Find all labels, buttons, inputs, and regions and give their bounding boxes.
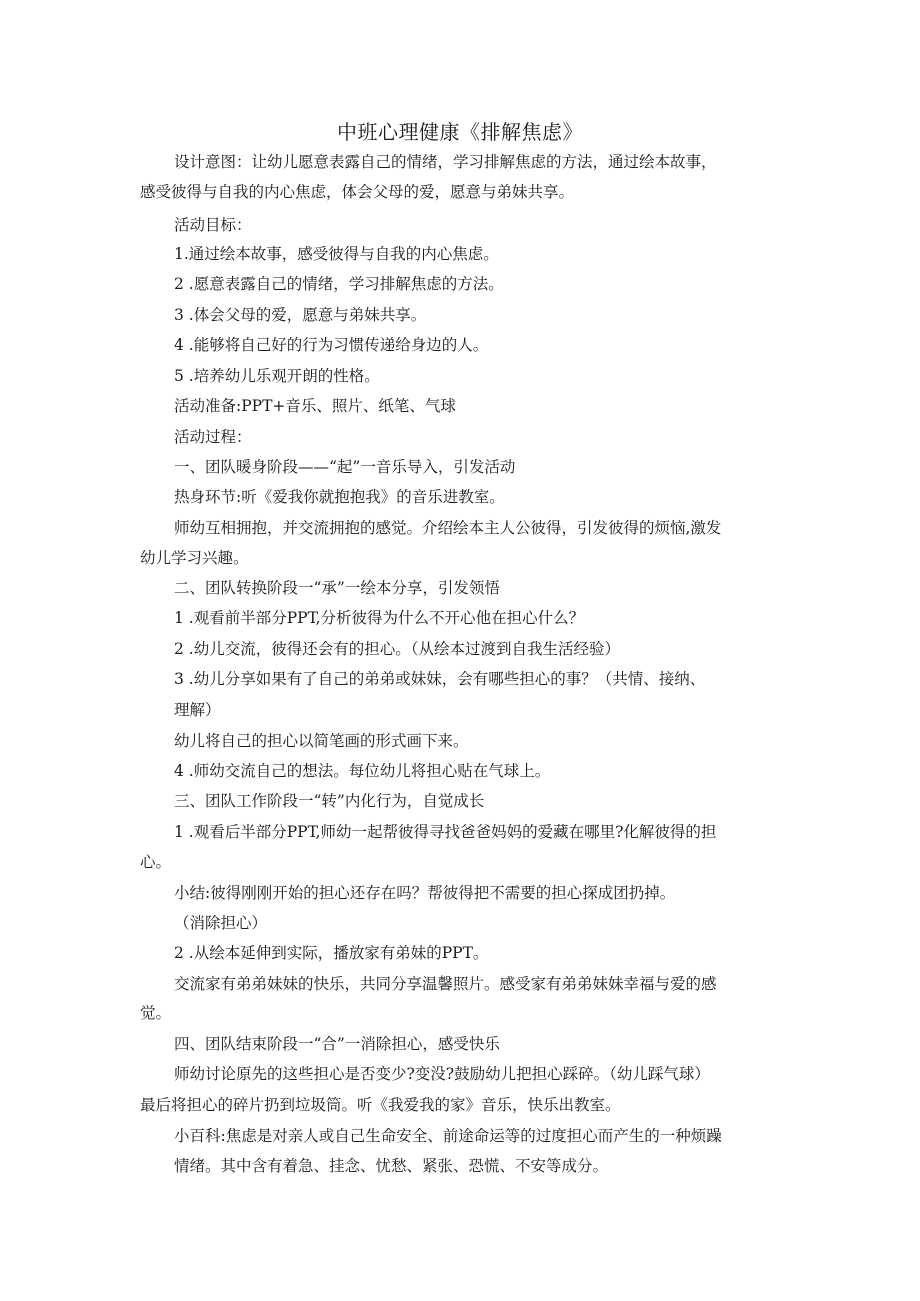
text-line: 三、团队工作阶段一“转”内化行为，自觉成长 <box>174 792 485 810</box>
document-title: 中班心理健康《排解焦虑》 <box>337 120 583 144</box>
text-line: 热身环节:听《爱我你就抱抱我》的音乐进教室。 <box>174 488 505 506</box>
text-line: 2 .幼儿交流，彼得还会有的担心。（从绘本过渡到自我生活经验） <box>174 640 620 658</box>
text-line: 觉。 <box>140 1004 172 1022</box>
text-line: 一、团队暖身阶段——“起”一音乐导入，引发活动 <box>174 458 516 476</box>
text-line: 活动准备:PPT+音乐、照片、纸笔、气球 <box>174 397 456 415</box>
text-line: 交流家有弟弟妹妹的快乐，共同分享温馨照片。感受家有弟弟妹妹幸福与爱的感 <box>174 975 717 993</box>
text-line: 4 .师幼交流自己的想法。每位幼儿将担心贴在气球上。 <box>174 762 551 780</box>
text-line: 理解） <box>174 701 221 719</box>
text-line: 感受彼得与自我的内心焦虑，体会父母的爱，愿意与弟妹共享。 <box>140 183 575 201</box>
text-line: 情绪。其中含有着急、挂念、忧愁、紧张、恐慌、不安等成分。 <box>174 1157 609 1175</box>
text-line: 小结:彼得刚刚开始的担心还存在吗？帮彼得把不需要的担心探成团扔掉。 <box>174 884 676 902</box>
text-line: 四、团队结束阶段一“合”一消除担心，感受快乐 <box>174 1035 500 1053</box>
text-line: 师幼讨论原先的这些担心是否变少?变没?鼓励幼儿把担心踩碎。（幼儿踩气球） <box>174 1065 710 1083</box>
text-line: （消除担心） <box>174 914 268 932</box>
text-line: 1.通过绘本故事，感受彼得与自我的内心焦虑。 <box>174 245 499 263</box>
text-line: 3 .体会父母的爱，愿意与弟妹共享。 <box>174 306 427 324</box>
text-line: 2 .愿意表露自己的情绪，学习排解焦虑的方法。 <box>174 275 504 293</box>
text-line: 最后将担心的碎片扔到垃圾筒。听《我爱我的家》音乐，快乐出教室。 <box>140 1096 621 1114</box>
text-line: 二、团队转换阶段一“承”一绘本分享，引发领悟 <box>174 579 500 597</box>
text-line: 小百科:焦虑是对亲人或自己生命安全、前途命运等的过度担心而产生的一种烦躁 <box>174 1127 722 1145</box>
text-line: 2 .从绘本延伸到实际，播放家有弟妹的PPT。 <box>174 944 489 962</box>
text-line: 1 .观看前半部分PPT,分析彼得为什么不开心他在担心什么？ <box>174 609 585 627</box>
text-line: 4 .能够将自己好的行为习惯传递给身边的人。 <box>174 336 489 354</box>
text-line: 1 .观看后半部分PPT,师幼一起帮彼得寻找爸爸妈妈的爱藏在哪里?化解彼得的担 <box>174 823 717 841</box>
text-line: 3 .幼儿分享如果有了自己的弟弟或妹妹，会有哪些担心的事？（共情、接纳、 <box>174 670 706 688</box>
text-line: 心。 <box>140 853 172 871</box>
text-line: 活动目标： <box>174 216 252 234</box>
text-line: 设计意图：让幼儿愿意表露自己的情绪，学习排解焦虑的方法，通过绘本故事， <box>174 153 717 171</box>
text-line: 幼儿学习兴趣。 <box>140 549 249 567</box>
text-line: 幼儿将自己的担心以简笔画的形式画下来。 <box>174 732 469 750</box>
text-line: 师幼互相拥抱，并交流拥抱的感觉。介绍绘本主人公彼得，引发彼得的烦恼,激发 <box>174 519 722 537</box>
text-line: 活动过程： <box>174 428 252 446</box>
text-line: 5 .培养幼儿乐观开朗的性格。 <box>174 367 380 385</box>
